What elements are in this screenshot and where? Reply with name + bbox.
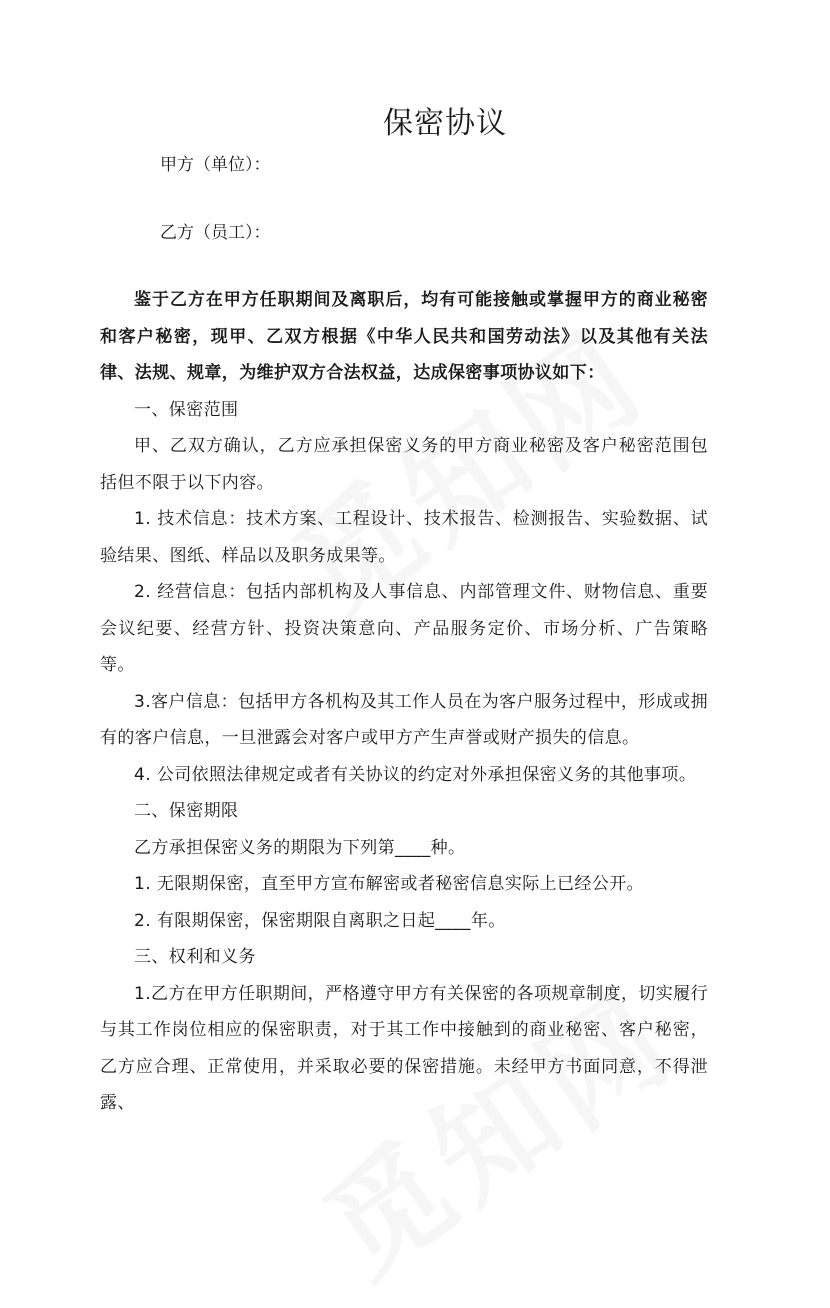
section-heading: 一、保密范围 <box>134 399 239 420</box>
document-title: 保密协议 <box>383 106 507 141</box>
paragraph: 甲、乙双方确认，乙方应承担保密义务的甲方商业秘密及客户秘密范围包括但不限于以下内容。 <box>100 436 708 493</box>
party-a-label: 甲方（单位）： <box>160 155 271 175</box>
intro-paragraph: 鉴于乙方在甲方任职期间及离职后，均有可能接触或掌握甲方的商业秘密和客户秘密，现甲、乙双方根据《中华人民共和国劳动法》以及其他有关法律、法规、规章，为维护双方合法权益，达成保密事项协议如下： <box>100 290 708 383</box>
paragraph: 1. 无限期保密，直至甲方宣布解密或者秘密信息实际上已经公开。 <box>134 874 645 894</box>
paragraph: 3.客户信息：包括甲方各机构及其工作人员在为客户服务过程中，形成或拥有的客户信息，一旦泄露会对客户或甲方产生声誉或财产损失的信息。 <box>100 691 708 748</box>
paragraph: 1.乙方在甲方任职期间，严格遵守甲方有关保密的各项规章制度，切实履行与其工作岗位相应的保密职责，对于其工作中接触到的商业秘密、客户秘密，乙方应合理、正常使用，并采取必要的保密措施。未经甲方书面同意，不得泄露、 <box>100 983 708 1113</box>
section-heading: 二、保密期限 <box>134 801 239 821</box>
paragraph: 2. 有限期保密，保密期限自离职之日起____年。 <box>134 910 506 931</box>
section-heading: 三、权利和义务 <box>134 947 256 967</box>
paragraph: 1. 技术信息：技术方案、工程设计、技术报告、检测报告、实验数据、试验结果、图纸、样品以及职务成果等。 <box>100 509 708 566</box>
party-b-label: 乙方（员工）： <box>160 223 271 243</box>
agreement-body <box>100 282 708 1122</box>
paragraph: 2. 经营信息：包括内部机构及人事信息、内部管理文件、财物信息、重要会议纪要、经营方针、投资决策意向、产品服务定价、市场分析、广告策略等。 <box>100 582 708 675</box>
paragraph: 4. 公司依照法律规定或者有关协议的约定对外承担保密义务的其他事项。 <box>134 764 697 785</box>
paragraph: 乙方承担保密义务的期限为下列第____种。 <box>134 837 466 858</box>
